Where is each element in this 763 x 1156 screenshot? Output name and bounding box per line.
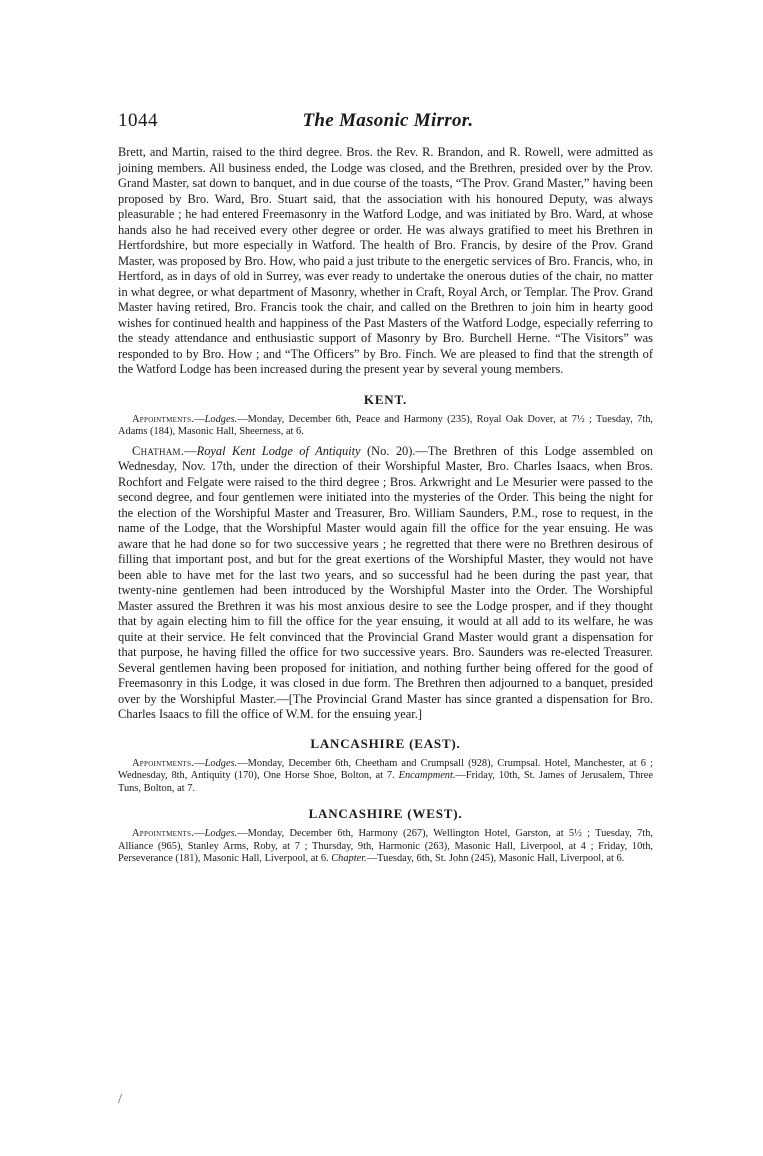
heading-lancashire-east: LANCASHIRE (EAST). [310, 735, 461, 751]
kent-appointments-text: —Monday, December 6th, Peace and Harmony (235), Royal Oak Dover, at 7½ ; Tuesday, 7th, Adams (184), Masonic Hall, Sheerness, at 6. [118, 413, 653, 437]
chatham-text: (No. 20).—The Brethren of this Lodge assembled on Wednesday, Nov. 17th, under the direction of their Worshipful Master, Bro. Charles Isaacs, when Bros. Rochfort and Felgate were raised to the third degree ; Bros. Arkwright and Le Mesurier were passed to the second degree, and four gentlemen were initiated into the mysteries of the Order. This being the night for the election of the Worshipful Master and Treasurer, Bro. William Saunders, P.M., rose to request, in the name of the Lodge, that the Worshipful Master would again fill the office for the year ensuing. He was aware that he had done so for two successive years ; he regretted that there were no Brethren desirous of filling that important post, and but for the great exertions of the Worshipful Master, they would not have been able to have met for the last two years, and so successful had he been during the past year, that twenty-nine gentlemen had been introduced by the Worshipful Master into the Order. The Worshipful Master assured the Brethren it was his most anxious desire to see the Lodge prosper, and if they thought that by again electing him to fill the office for the year ensuing, it would at all add to its welfare, he was quite at their service. He felt convinced that the Provincial Grand Master would grant a dispensation for that purpose, he having filled the office for two successive years. Bro. Saunders was re-elected Treasurer. Several gentlemen having been proposed for initiation, and nothing further being offered for the good of Freemasonry in this Lodge, it was closed in due form. The Brethren then adjourned to a banquet, presided over by the Worshipful Master.—[The Provincial Grand Master has since granted a dispensation for Bro. Charles Isaacs to fill the office of W.M. for the ensuing year.] [118, 443, 653, 721]
lancashire-west-text-a: —Monday, December 6th, Harmony (267), Wellington Hotel, Garston, at 5½ ; Tuesday, 7th, Alliance (965), Stanley Arms, Roby, at 7 ; Thursday, 9th, Harmonic (263), Masonic Hall, Liverpool, at 4 ; Friday, 10th, Perseverance (181), Masonic Hall, Liverpool, at 6. [118, 828, 653, 864]
lodge-name: Royal Kent Lodge of Antiquity [196, 443, 361, 458]
lodges-label: Lodges. [204, 828, 238, 839]
chatham-paragraph [118, 444, 653, 723]
page-header [118, 110, 658, 136]
lancashire-west-text-b: —Tuesday, 6th, St. John (245), Masonic Hall, Liverpool, at 6. [366, 853, 625, 864]
encampment-label: Encampment. [398, 770, 456, 781]
heading-kent: KENT. [363, 391, 408, 407]
appointments-label: Appointments. [132, 828, 195, 839]
lancashire-east-text-a: —Monday, December 6th, Cheetham and Crumpsall (928), Crumpsal. Hotel, Manchester, at 6 ; Wednesday, 8th, Antiquity (170), One Horse Shoe, Bolton, at 7. [118, 757, 653, 781]
watford-paragraph: Brett, and Martin, raised to the third degree. Bros. the Rev. R. Brandon, and R. Rowell, were admitted as joining members. All business ended, the Lodge was closed, and the Brethren, presided over by the Prov. Grand Master, sat down to banquet, and in due course of the toasts, “The Prov. Grand Master,” having been proposed by Bro. Ward, Bro. Stuart said, that the association with his honoured Deputy, was always pleasurable ; he had entered Freemasonry in the Watford Lodge, and was initiated by Bro. Ward, at whose hands also he had received every other degree or order. He was always gratified to meet his Brethren in Hertfordshire, but more especially in Watford. The health of Bro. Francis, by desire of the Prov. Grand Master, was proposed by Bro. How, who paid a just tribute to the energetic services of Bro. Francis, who, in Hertford, as in days of old in Surrey, was ever ready to undertake the onerous duties of the chair, no matter in what degree, or what department of Masonry, whether in Craft, Royal Arch, or Templar. The Prov. Grand Master having retired, Bro. Francis took the chair, and called on the Brethren to join him in hearty good wishes for continued health and happiness of the Past Masters of the Watford Lodge, especially referring to the steady attendance and enthusiastic support of Masonry by Bro. Burchell Herne. “The Visitors” was responded to by Bro. How ; and “The Officers” by Bro. Finch. We are pleased to find that the strength of the Watford Lodge has been increased during the present year by several young members. [118, 145, 653, 376]
dash: — [194, 828, 205, 839]
heading-lancashire-west: LANCASHIRE (WEST). [308, 806, 463, 821]
running-title: The Masonic Mirror. [302, 110, 474, 131]
lancashire-west-appointments [118, 828, 653, 866]
dash: — [194, 413, 205, 425]
kent-appointments [118, 414, 653, 439]
dash: — [194, 757, 205, 769]
lancashire-east-text-b: —Friday, 10th, St. James of Jerusalem, Three Tuns, Bolton, at 7. [118, 770, 653, 794]
lodges-label: Lodges. [204, 413, 238, 425]
page-number: 1044 [118, 110, 158, 131]
lodges-label: Lodges. [204, 757, 238, 769]
chapter-label: Chapter. [331, 853, 367, 864]
stray-mark: / [118, 1092, 122, 1107]
lancashire-east-appointments [118, 758, 653, 796]
appointments-label: Appointments. [132, 757, 195, 769]
article-body [118, 145, 653, 866]
chatham-label: Chatham. [132, 443, 185, 458]
appointments-label: Appointments. [132, 413, 195, 425]
dash: — [184, 443, 197, 458]
